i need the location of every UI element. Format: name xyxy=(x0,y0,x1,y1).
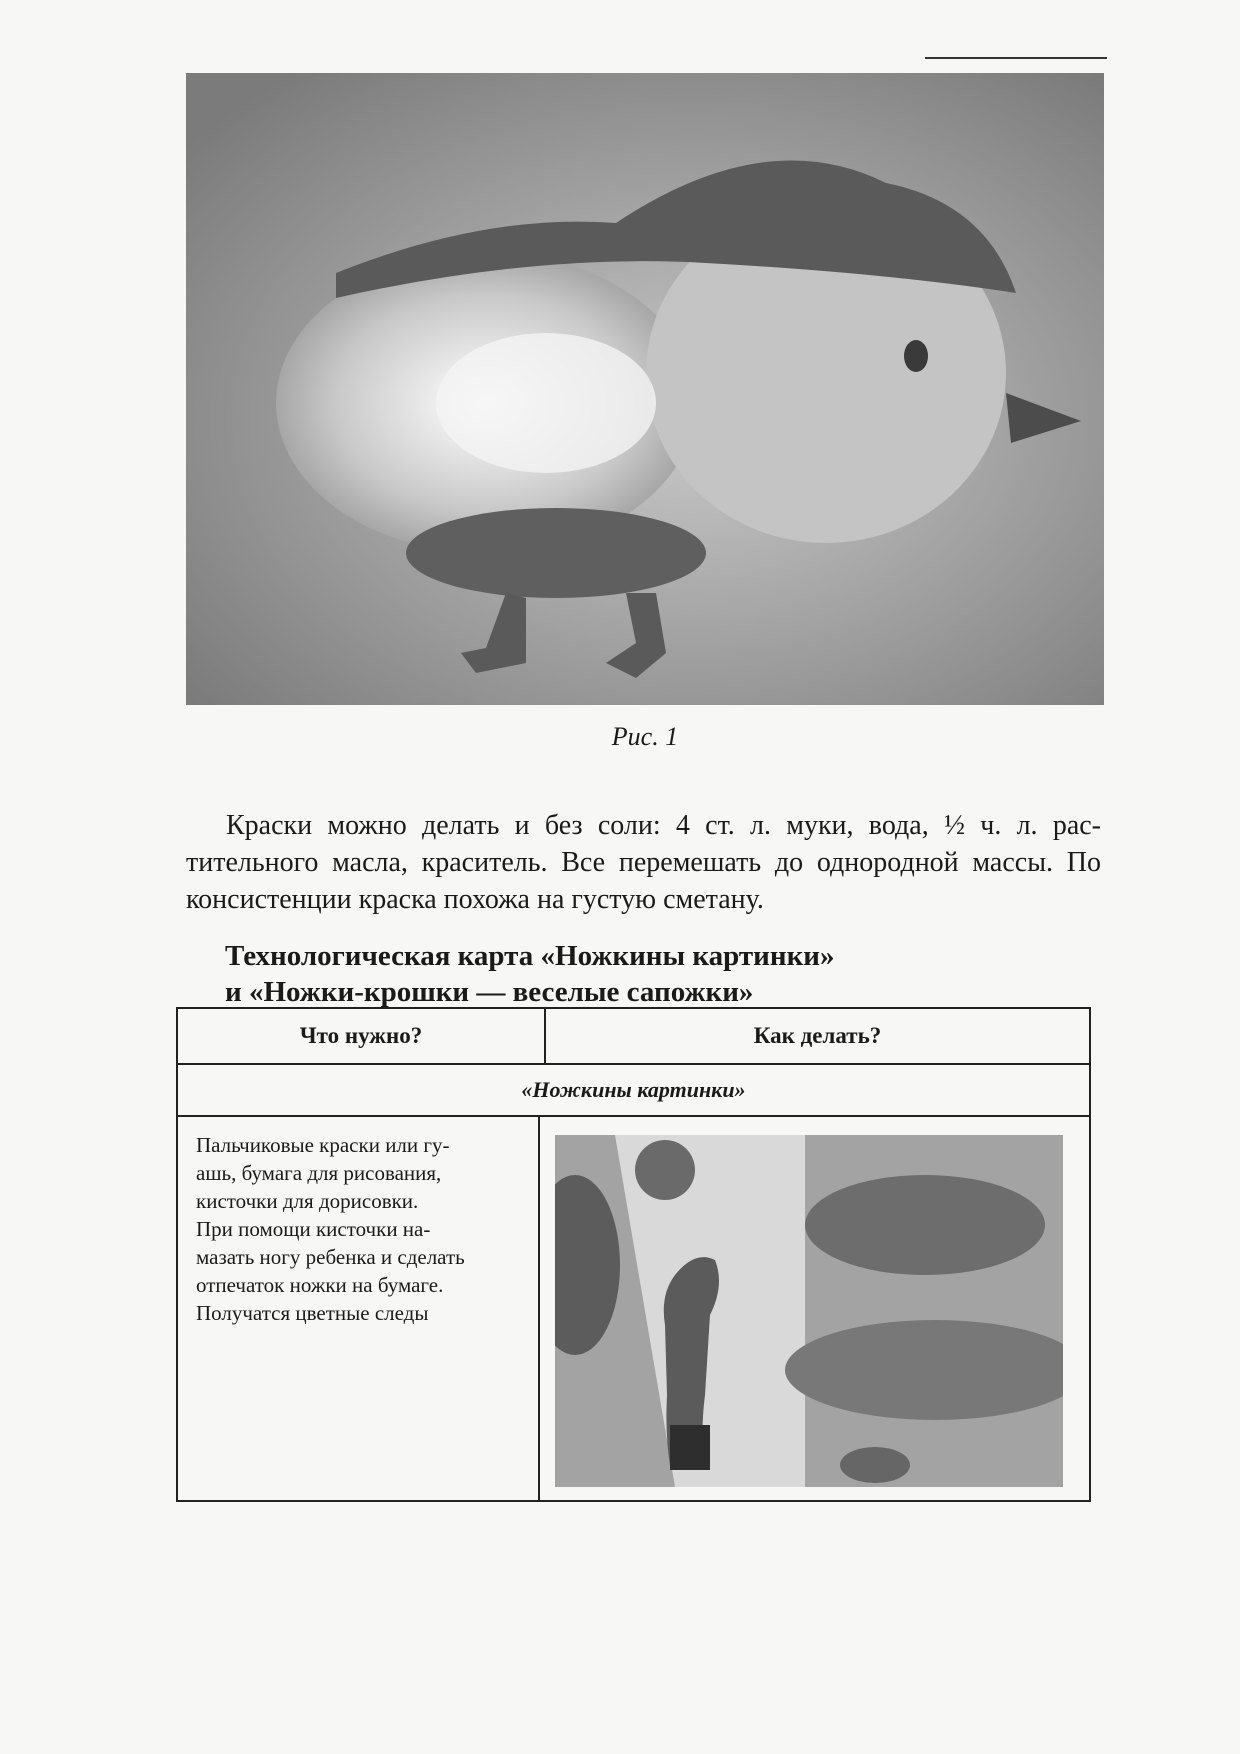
materials-line: ашь, бумага для рисования, xyxy=(196,1161,442,1185)
bird-handprint-painting-icon xyxy=(186,73,1104,705)
heading-line: и «Ножки-крошки — веселые сапожки» xyxy=(225,976,754,1008)
materials-line: При помощи кисточки на- xyxy=(196,1217,431,1241)
figure-caption: Рис. 1 xyxy=(611,722,679,751)
table-section-title: «Ножкины картинки» xyxy=(178,1065,1089,1117)
heading-line: Технологическая карта «Ножкины картинки» xyxy=(225,940,835,972)
materials-line: Получатся цветные следы xyxy=(196,1301,429,1325)
top-rule xyxy=(925,57,1107,59)
body-paragraph xyxy=(186,807,1101,918)
section-heading xyxy=(225,938,1085,1010)
paragraph-line: тительного масла, краситель. Все перемешать до однородной массы. xyxy=(186,847,1054,878)
technology-map-table xyxy=(176,1007,1091,1502)
materials-cell xyxy=(178,1117,540,1500)
materials-line: мазать ногу ребенка и сделать xyxy=(196,1245,465,1269)
paragraph-line: Краски можно делать и без соли: 4 ст. л. муки, вода, ½ ч. л. рас- xyxy=(226,810,1101,841)
footprints-painting-icon xyxy=(555,1135,1063,1487)
paragraph-line: По консистенции краска похожа на густую сметану. xyxy=(186,847,1101,915)
materials-line: кисточки для дорисовки. xyxy=(196,1189,419,1213)
instructions-cell xyxy=(540,1117,1089,1500)
materials-line: отпечаток ножки на бумаге. xyxy=(196,1273,444,1297)
column-header-how: Как делать? xyxy=(546,1009,1089,1065)
column-header-what: Что нужно? xyxy=(178,1009,546,1065)
materials-line: Пальчиковые краски или гу- xyxy=(196,1133,450,1157)
